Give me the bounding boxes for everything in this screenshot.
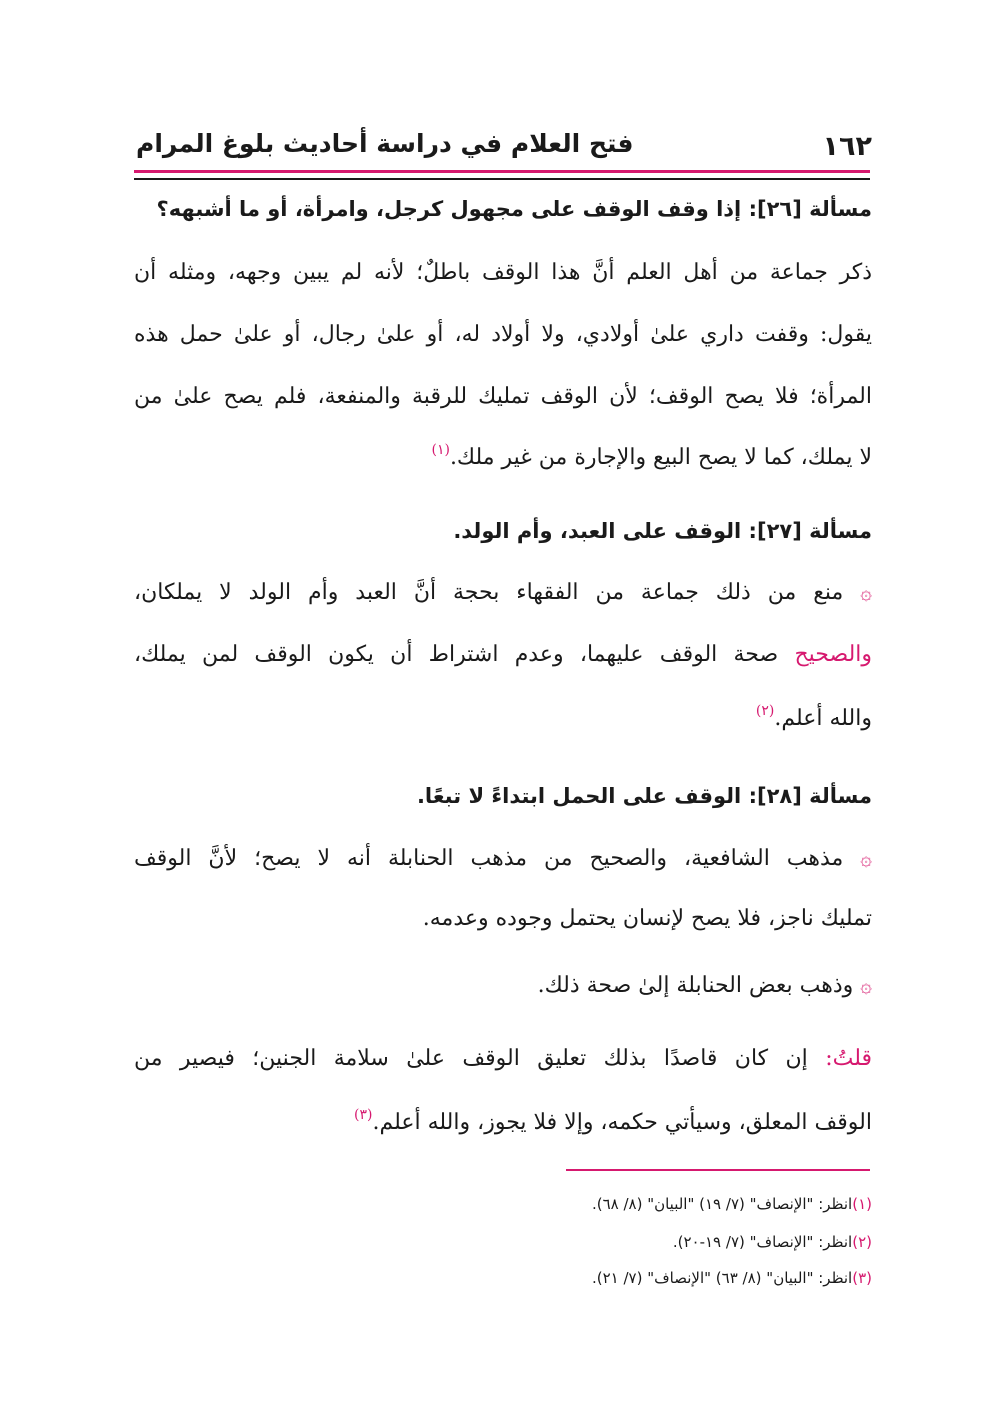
q28-text-2: تمليك ناجز، فلا يصح لإنسان يحتمل وجوده وعدمه. [422, 906, 872, 931]
q26-text-2: يقول: وقفت داري علىٰ أولادي، ولا أولاد له، أو علىٰ رجال، أو علىٰ حمل هذه [134, 322, 872, 347]
footnote-number: (٢) [852, 1233, 872, 1251]
header-rule [134, 178, 870, 180]
q26-line-1 [134, 260, 872, 285]
footnote-mark-1[interactable]: (١) [431, 442, 450, 458]
q28-line-4 [134, 1046, 872, 1071]
footnote-number: (٣) [852, 1269, 872, 1287]
flower-bullet-icon: ۞ [860, 580, 872, 604]
question-26-heading: مسألة [٢٦]: إذا وقف الوقف على مجهول كرجل، وامرأة، أو ما أشبهه؟ [156, 197, 872, 221]
q27-text-2: صحة الوقف عليهما، وعدم اشتراط أن يكون الوقف لمن يملك، [134, 642, 779, 667]
question-28-heading: مسألة [٢٨]: الوقف على الحمل ابتداءً لا تبعًا. [416, 784, 872, 808]
q28-line-2 [134, 906, 872, 931]
footnote-mark-2[interactable]: (٢) [755, 703, 775, 719]
q28-text-4: إن كان قاصدًا بذلك تعليق الوقف علىٰ سلامة الجنين؛ فيصير من [134, 1046, 808, 1071]
book-title: فتح العلام في دراسة أحاديث بلوغ المرام [136, 129, 634, 158]
q26-line-4 [134, 442, 872, 470]
q26-text-3: المرأة؛ فلا يصح الوقف؛ لأن الوقف تمليك للرقبة والمنفعة، فلم يصح علىٰ من [134, 384, 872, 409]
footnote-3 [592, 1269, 872, 1287]
footnote-separator [566, 1169, 870, 1171]
q26-text-1: ذكر جماعة من أهل العلم أنَّ هذا الوقف باطلٌ؛ لأنه لم يبين وجهه، ومثله أن [134, 260, 872, 285]
q26-line-2 [134, 322, 872, 347]
footnote-2 [673, 1233, 872, 1251]
q27-highlight: والصحيح [794, 642, 873, 667]
footnote-number: (١) [852, 1195, 872, 1213]
q27-line-2 [134, 642, 872, 667]
q28-text-1: مذهب الشافعية، والصحيح من مذهب الحنابلة أنه لا يصح؛ لأنَّ الوقف [134, 846, 844, 871]
flower-bullet-icon: ۞ [860, 973, 872, 997]
q28-line-1 [134, 846, 872, 871]
q27-text-3: والله أعلم. [774, 706, 872, 731]
footnote-text: انظر: "البيان" (٨/ ٦٣) "الإنصاف" (٧/ ٢١). [591, 1269, 853, 1287]
q26-line-3 [134, 384, 872, 409]
page-number: ١٦٢ [822, 131, 872, 162]
footnote-1 [592, 1195, 872, 1213]
q27-text-1: منع من ذلك جماعة من الفقهاء بحجة أنَّ العبد وأم الولد لا يملكان، [134, 580, 844, 605]
footnote-text: انظر: "الإنصاف" (٧/ ١٩) "البيان" (٨/ ٦٨). [591, 1195, 853, 1213]
flower-bullet-icon: ۞ [860, 846, 872, 870]
q27-line-1 [134, 580, 872, 605]
qult-label: قلتُ: [825, 1046, 873, 1071]
q28-text-5: الوقف المعلق، وسيأتي حكمه، وإلا فلا يجوز، والله أعلم. [372, 1110, 872, 1135]
header-rule-accent [134, 170, 870, 173]
q28-line-5 [134, 1107, 872, 1135]
q26-text-4: لا يملك، كما لا يصح البيع والإجارة من غير ملك. [449, 445, 872, 470]
q27-line-3 [134, 703, 872, 731]
q28-line-3 [134, 973, 872, 998]
question-27-heading: مسألة [٢٧]: الوقف على العبد، وأم الولد. [453, 519, 872, 543]
q28-text-3: وذهب بعض الحنابلة إلىٰ صحة ذلك. [537, 973, 854, 998]
footnote-mark-3[interactable]: (٣) [353, 1107, 373, 1123]
footnote-text: انظر: "الإنصاف" (٧/ ١٩-٢٠). [672, 1233, 853, 1251]
